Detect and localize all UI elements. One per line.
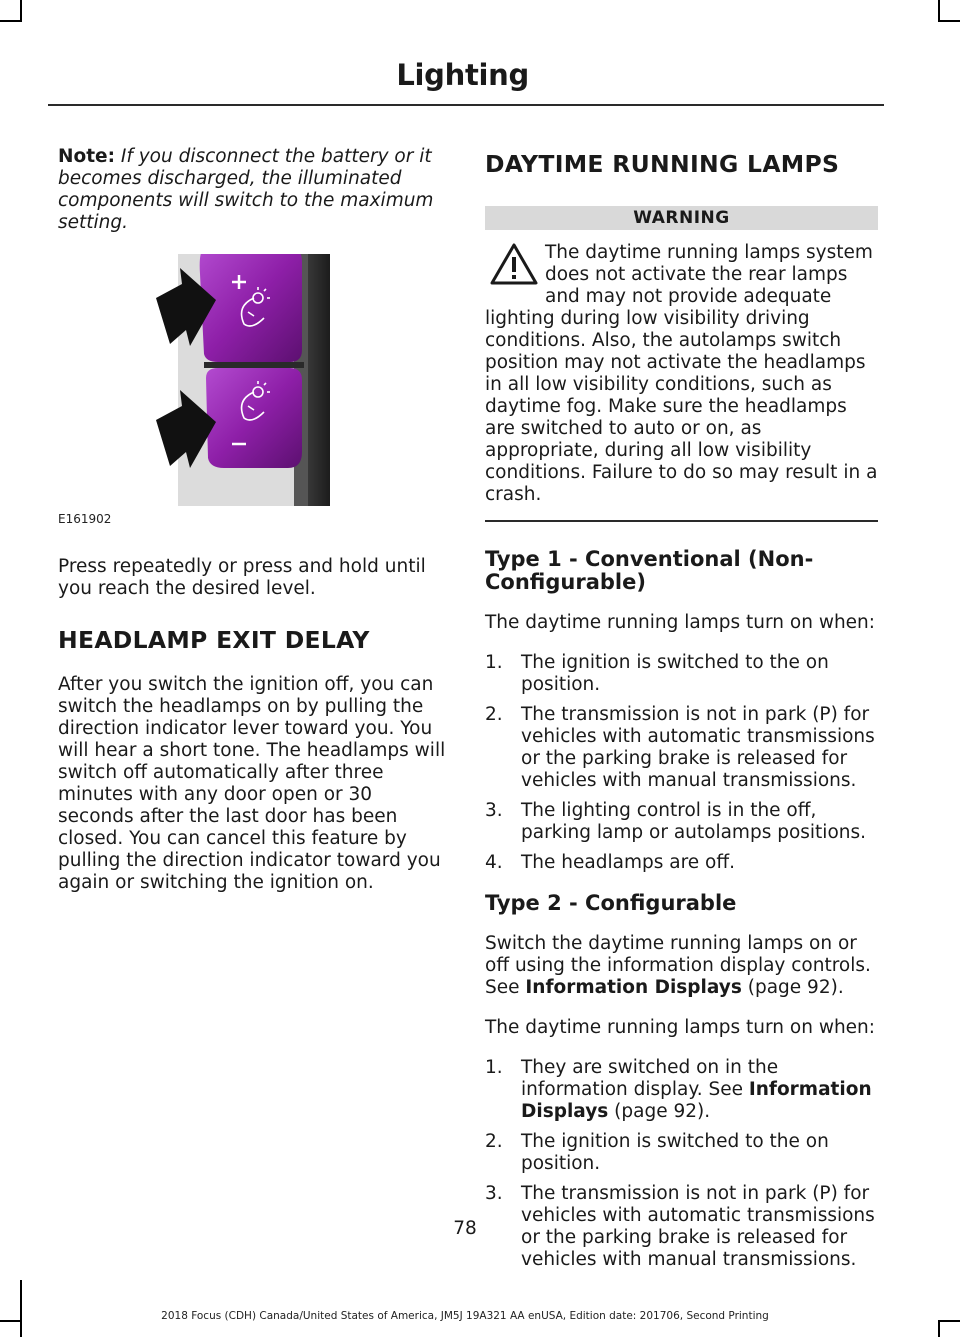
list-item: 3. The lighting control is in the off, parking lamp or autolamps positions. (485, 800, 867, 843)
type2-heading: Type 2 - Configurable (485, 891, 737, 915)
warning-body (485, 242, 878, 506)
warning-text: The daytime running lamps system does not activate the rear lamps and may not provide adequate lighting during low visibility driving conditions. Also, the autolamps switch position may not activate the headlamps in all low visibility conditions, such as daytime fog. Make sure the headlamps are switched to auto or on, as appropriate, during all low visibility conditions. Failure to do so may result in a crash. (485, 242, 878, 505)
type1-heading: Type 1 - Conventional (Non-Configurable) (485, 547, 814, 594)
headlamp-exit-delay-paragraph: After you switch the ignition off, you can switch the headlamps on by pulling the direction indicator lever toward you. You will hear a short tone. The headlamps will switch off automatically after three minutes with any door open or 30 seconds after the last door has been closed. You can cancel this feature by pulling the direction indicator toward you again or switching the ignition on. (58, 674, 446, 893)
type1-list (485, 652, 878, 874)
list-item: 2. The transmission is not in park (P) for vehicles with automatic transmissions or the parking brake is released for vehicles with manual transmissions. (485, 704, 875, 791)
list-item: 4. The headlamps are off. (485, 852, 735, 873)
information-displays-link[interactable]: Information Displays (525, 977, 742, 998)
brightness-buttons-illustration (58, 254, 451, 526)
type2-intro: The daytime running lamps turn on when: (485, 1017, 876, 1038)
headlamp-exit-delay-heading: HEADLAMP EXIT DELAY (58, 626, 370, 654)
type1-intro: The daytime running lamps turn on when: (485, 612, 876, 633)
press-paragraph: Press repeatedly or press and hold until you reach the desired level. (58, 556, 426, 599)
crop-mark (20, 0, 22, 22)
page-number: 78 (453, 1218, 477, 1239)
page-title: Lighting (396, 58, 529, 92)
list-item: 1. They are switched on in the information display. See Information Displays (page 92). (485, 1057, 872, 1122)
warning-triangle-icon (489, 242, 539, 286)
header-divider (48, 104, 884, 106)
note-text: If you disconnect the battery or it becomes discharged, the illuminated components will switch to the maximum setting. (58, 146, 434, 233)
left-column (58, 146, 451, 894)
crop-mark (938, 0, 940, 22)
list-item: 1. The ignition is switched to the on position. (485, 652, 829, 695)
list-item: 3. The transmission is not in park (P) for vehicles with automatic transmissions or the parking brake is released for vehicles with manual transmissions. (485, 1183, 875, 1270)
note-label: Note: (58, 146, 115, 167)
warning-banner: WARNING (485, 206, 878, 230)
type2-paragraph: Switch the daytime running lamps on or off using the information display controls. See Information Displays (page 92). (485, 933, 871, 998)
warning-divider (485, 520, 878, 522)
footer-text: 2018 Focus (CDH) Canada/United States of America, JM5J 19A321 AA enUSA, Edition date: 201706, Second Printing (161, 1310, 769, 1322)
crop-mark (938, 20, 960, 22)
daytime-running-lamps-heading: DAYTIME RUNNING LAMPS (485, 150, 840, 178)
crop-mark (20, 1280, 22, 1337)
steering-wheel-brightness-figure (58, 254, 451, 526)
note-paragraph (58, 146, 451, 234)
figure-code: E161902 (58, 512, 112, 526)
crop-mark (938, 1320, 960, 1322)
crop-mark (0, 20, 22, 22)
information-displays-link[interactable]: Information Displays (521, 1079, 872, 1122)
right-column (485, 146, 878, 1279)
list-item: 2. The ignition is switched to the on position. (485, 1131, 829, 1174)
crop-mark (938, 1320, 940, 1337)
